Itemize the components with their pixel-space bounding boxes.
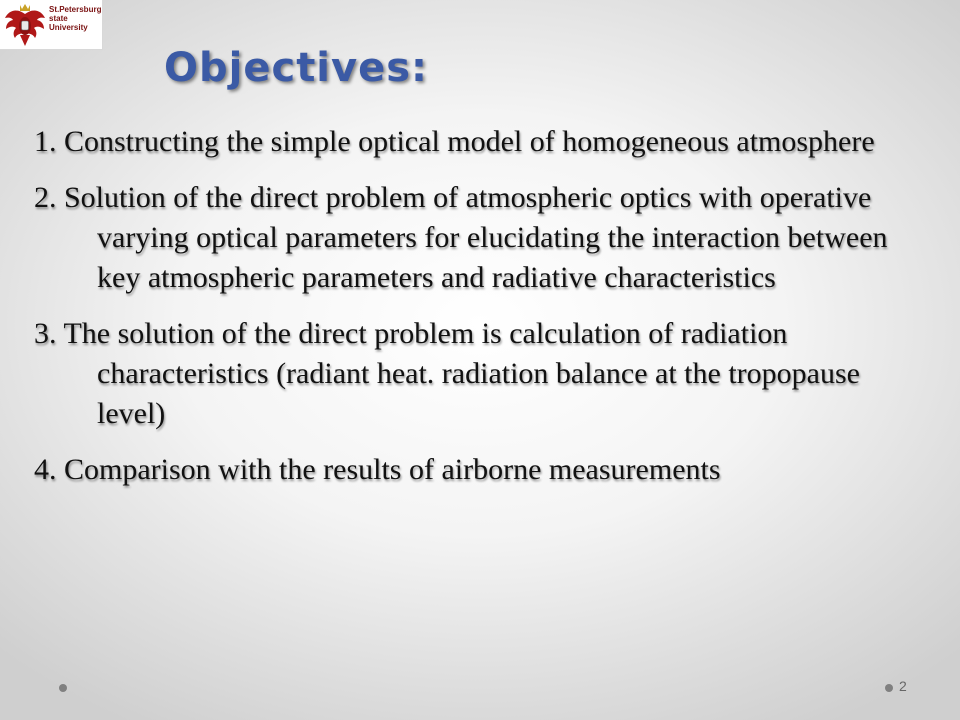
university-logo — [0, 0, 103, 50]
objective-item-3: 3. The solution of the direct problem is calculation of radiation characteristics (radiant heat. radiation balance at the tropopause level) — [34, 317, 860, 430]
logo-line-2: state — [49, 14, 68, 23]
objective-item-4: 4. Comparison with the results of airborne measurements — [34, 453, 721, 486]
objective-item-1: 1. Constructing the simple optical model of homogeneous atmosphere — [34, 125, 875, 158]
logo-line-3: University — [49, 23, 88, 32]
footer-dot-left — [59, 684, 67, 692]
objective-item-2: 2. Solution of the direct problem of atmospheric optics with operative varying optical parameters for elucidating the interaction between key atmospheric parameters and radiative characteristics — [34, 181, 888, 294]
slide-title: Objectives: — [164, 45, 429, 91]
objectives-list — [34, 122, 914, 506]
double-headed-eagle-crest-icon — [3, 2, 47, 48]
page-number: 2 — [899, 678, 907, 694]
logo-line-1: St.Petersburg — [49, 5, 102, 14]
logo-text — [49, 5, 103, 32]
footer-dot-right — [885, 684, 893, 692]
